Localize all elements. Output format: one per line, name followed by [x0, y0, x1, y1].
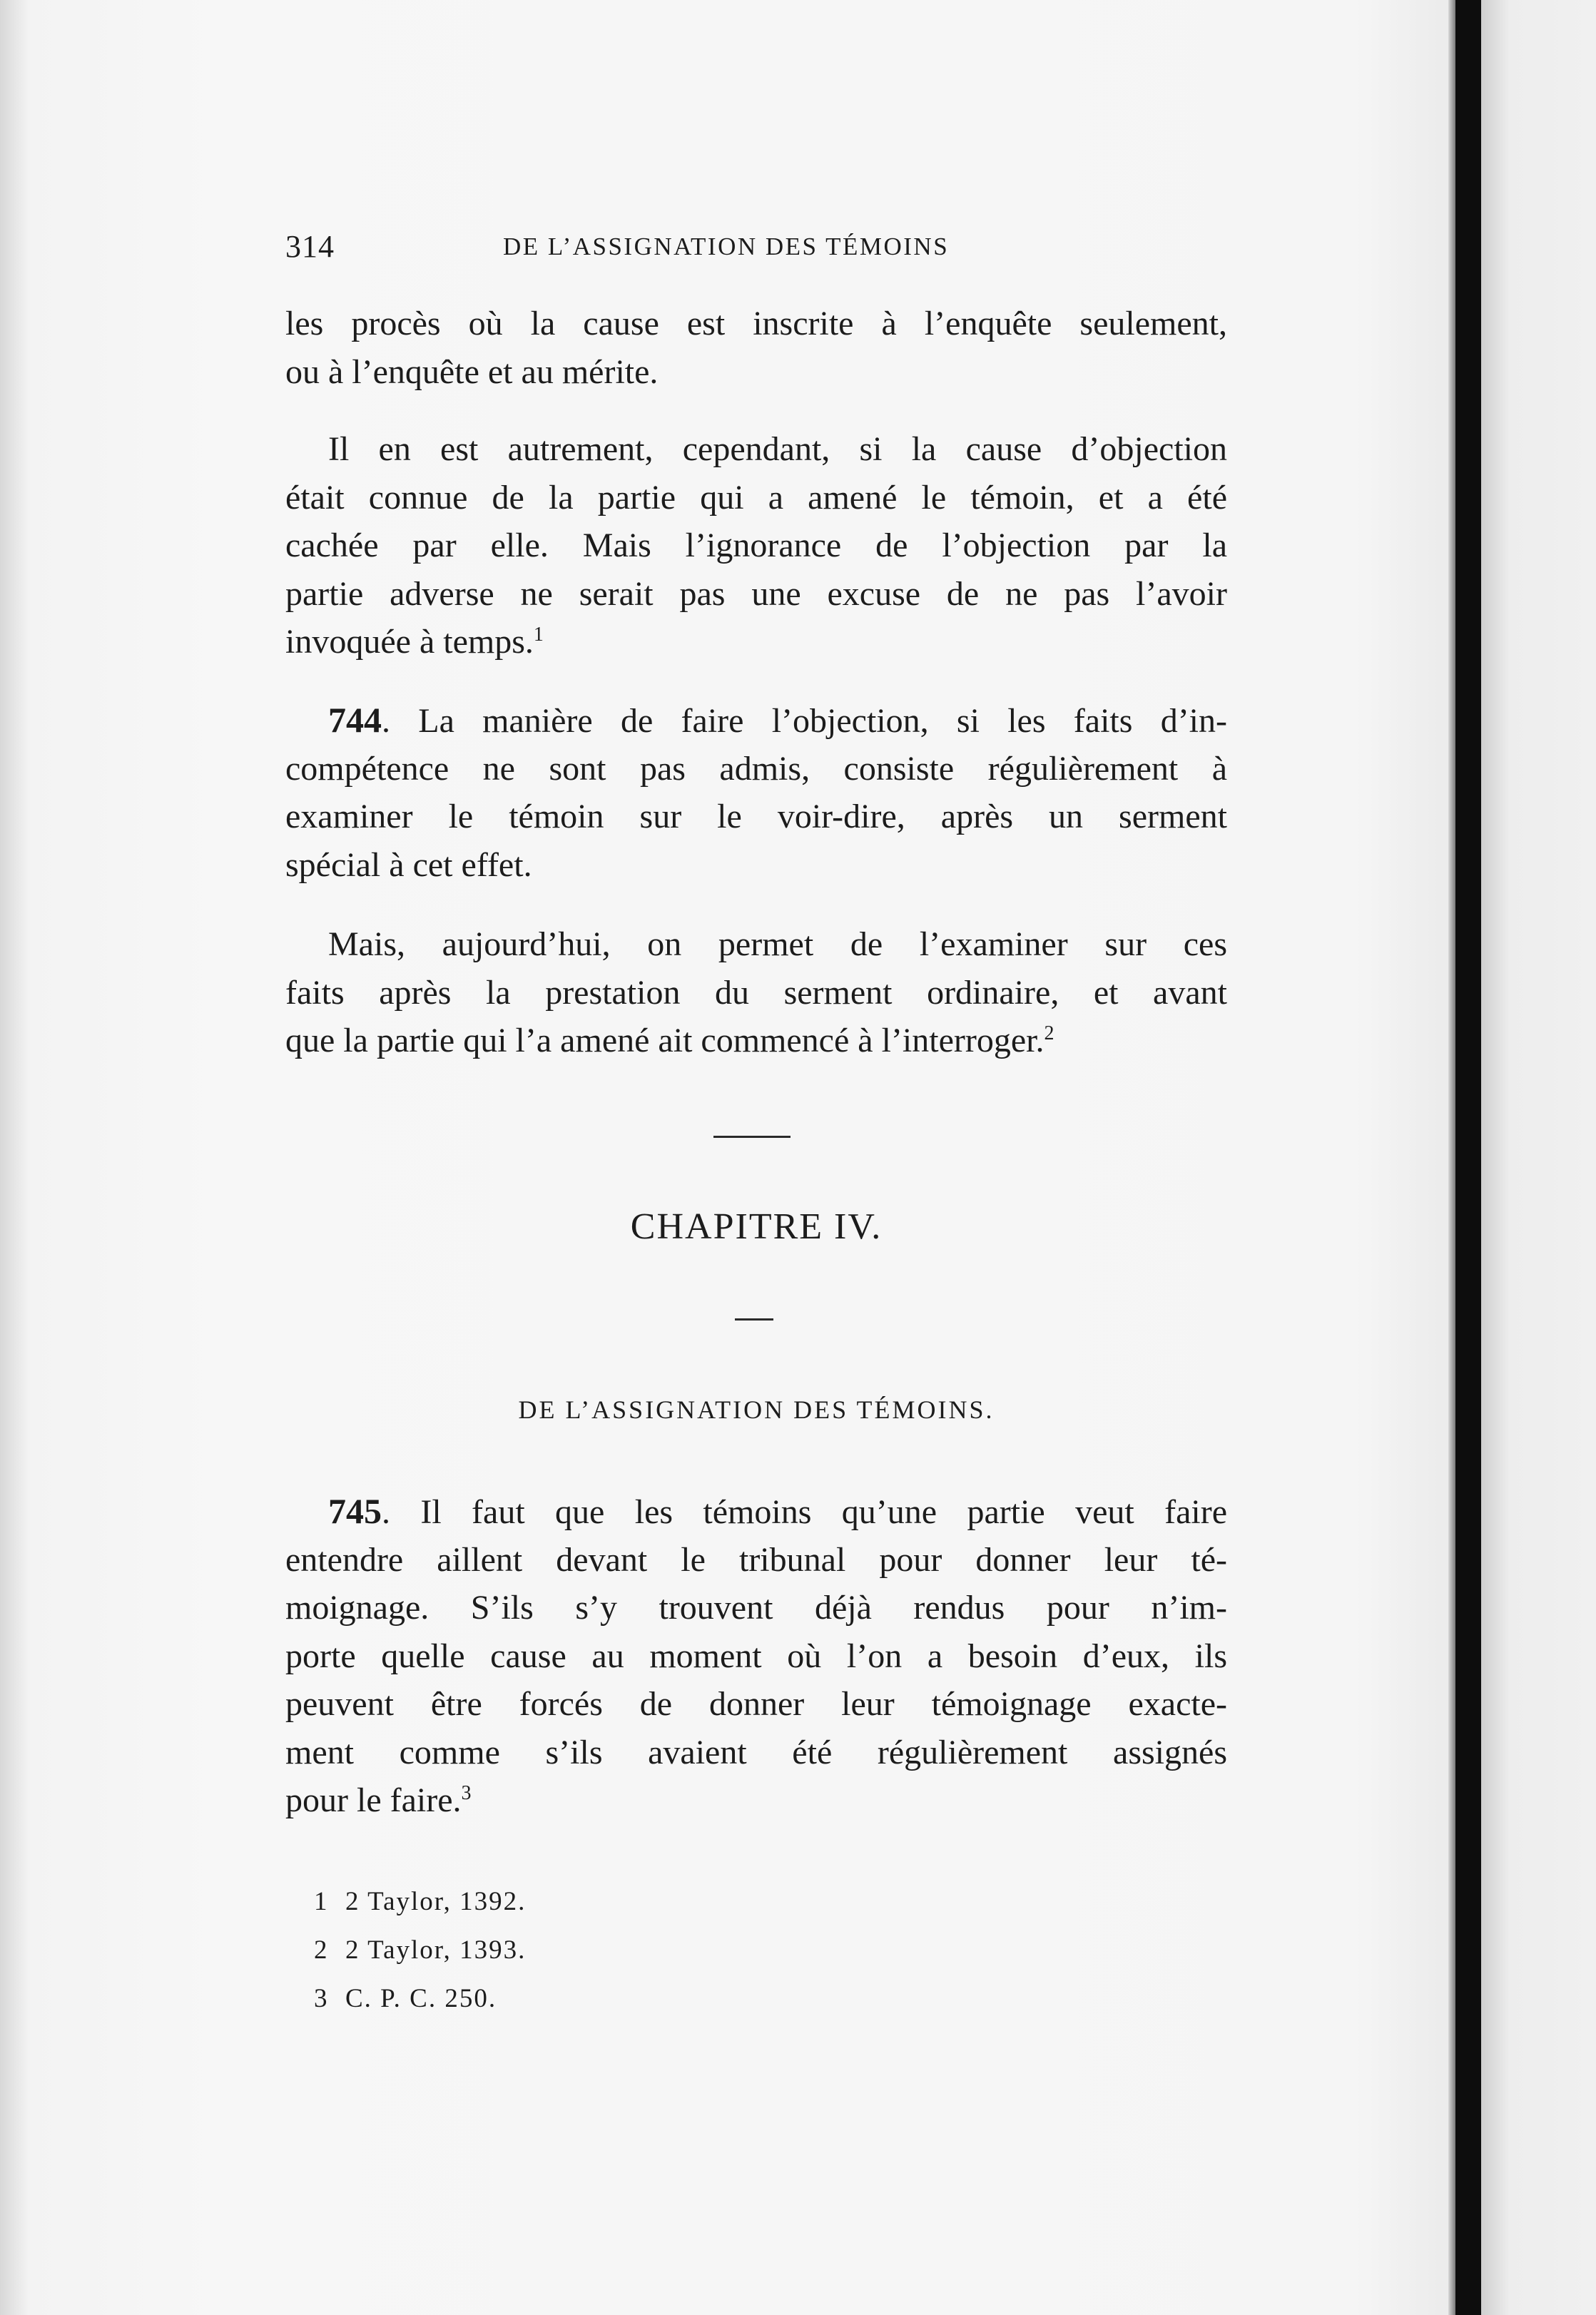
facing-page-edge	[1481, 0, 1596, 2315]
text-line: . Il faut que les témoins qu’une partie veut faire	[382, 1493, 1227, 1531]
paragraph-continuation	[285, 300, 1227, 396]
footnote-ref: 2	[1044, 1022, 1054, 1044]
text-line: compétence ne sont pas admis, consiste régulièrement à	[285, 749, 1227, 788]
text-line: pour le faire.	[285, 1781, 462, 1819]
book-page	[285, 0, 1227, 2315]
chapter-subtitle: DE L’ASSIGNATION DES TÉMOINS.	[518, 1395, 995, 1424]
text-line: . La manière de faire l’objection, si les faits d’in-	[382, 702, 1227, 740]
footnote-text: 2 Taylor, 1393.	[345, 1935, 527, 1965]
footnote-text: 2 Taylor, 1392.	[345, 1887, 527, 1916]
paragraph-744	[285, 696, 1227, 889]
text-line-with-number	[285, 1487, 1227, 1536]
text-line: que la partie qui l’a amené ait commencé à l’interroger.	[285, 1022, 1044, 1059]
running-title: DE L’ASSIGNATION DES TÉMOINS	[503, 233, 950, 260]
text-line: ment comme s’ils avaient été régulièrement assignés	[285, 1733, 1227, 1771]
chapter-rule	[735, 1318, 773, 1321]
book-spine-shadow	[1455, 0, 1481, 2315]
text-line: invoquée à temps.	[285, 623, 534, 661]
footnote-ref: 1	[533, 624, 544, 646]
paragraph-mais	[285, 920, 1227, 1065]
text-line: Mais, aujourd’hui, on permet de l’examiner sur ces	[328, 925, 1227, 963]
article-number: 744	[328, 700, 382, 740]
text-line: peuvent être forcés de donner leur témoignage exacte-	[285, 1685, 1227, 1723]
text-line: était connue de la partie qui a amené le témoin, et a été	[285, 478, 1227, 517]
chapter-title: CHAPITRE IV.	[630, 1206, 883, 1247]
text-line: partie adverse ne serait pas une excuse de ne pas l’avoir	[285, 574, 1227, 613]
text-line: porte quelle cause au moment où l’on a besoin d’eux, ils	[285, 1637, 1227, 1675]
text-line: spécial à cet effet.	[285, 845, 532, 884]
footnote-number: 1	[314, 1887, 329, 1916]
binding-edge	[1448, 0, 1455, 2315]
footnote-number: 2	[314, 1935, 329, 1965]
footnote-text: C. P. C. 250.	[345, 1984, 497, 2013]
footnote-ref: 3	[461, 1782, 472, 1804]
footnote	[314, 1878, 885, 1926]
text-line: examiner le témoin sur le voir-dire, après un serment	[285, 798, 1227, 835]
paragraph-objection	[285, 425, 1227, 666]
text-line-with-note	[285, 1017, 1227, 1065]
text-line: faits après la prestation du serment ordinaire, et avant	[285, 973, 1227, 1012]
text-line: les procès où la cause est inscrite à l’enquête seulement,	[285, 305, 1227, 342]
running-head	[285, 228, 1227, 271]
footnote-number: 3	[314, 1984, 329, 2013]
section-rule	[713, 1136, 791, 1138]
text-line-with-number	[285, 696, 1227, 745]
text-line: moignage. S’ils s’y trouvent déjà rendus pour n’im-	[285, 1589, 1227, 1627]
paragraph-745	[285, 1487, 1227, 1825]
footnote	[314, 1975, 885, 2023]
footnote	[314, 1926, 885, 1975]
text-line-with-note	[285, 618, 1227, 666]
text-line: cachée par elle. Mais l’ignorance de l’objection par la	[285, 526, 1227, 564]
page-number: 314	[285, 229, 335, 264]
text-line: Il en est autrement, cependant, si la cause d’objection	[328, 430, 1227, 468]
article-number: 745	[328, 1491, 382, 1531]
footnotes	[314, 1878, 885, 2023]
text-line: entendre aillent devant le tribunal pour donner leur té-	[285, 1540, 1227, 1579]
text-line: ou à l’enquête et au mérite.	[285, 352, 659, 391]
text-line-with-note	[285, 1776, 1227, 1825]
